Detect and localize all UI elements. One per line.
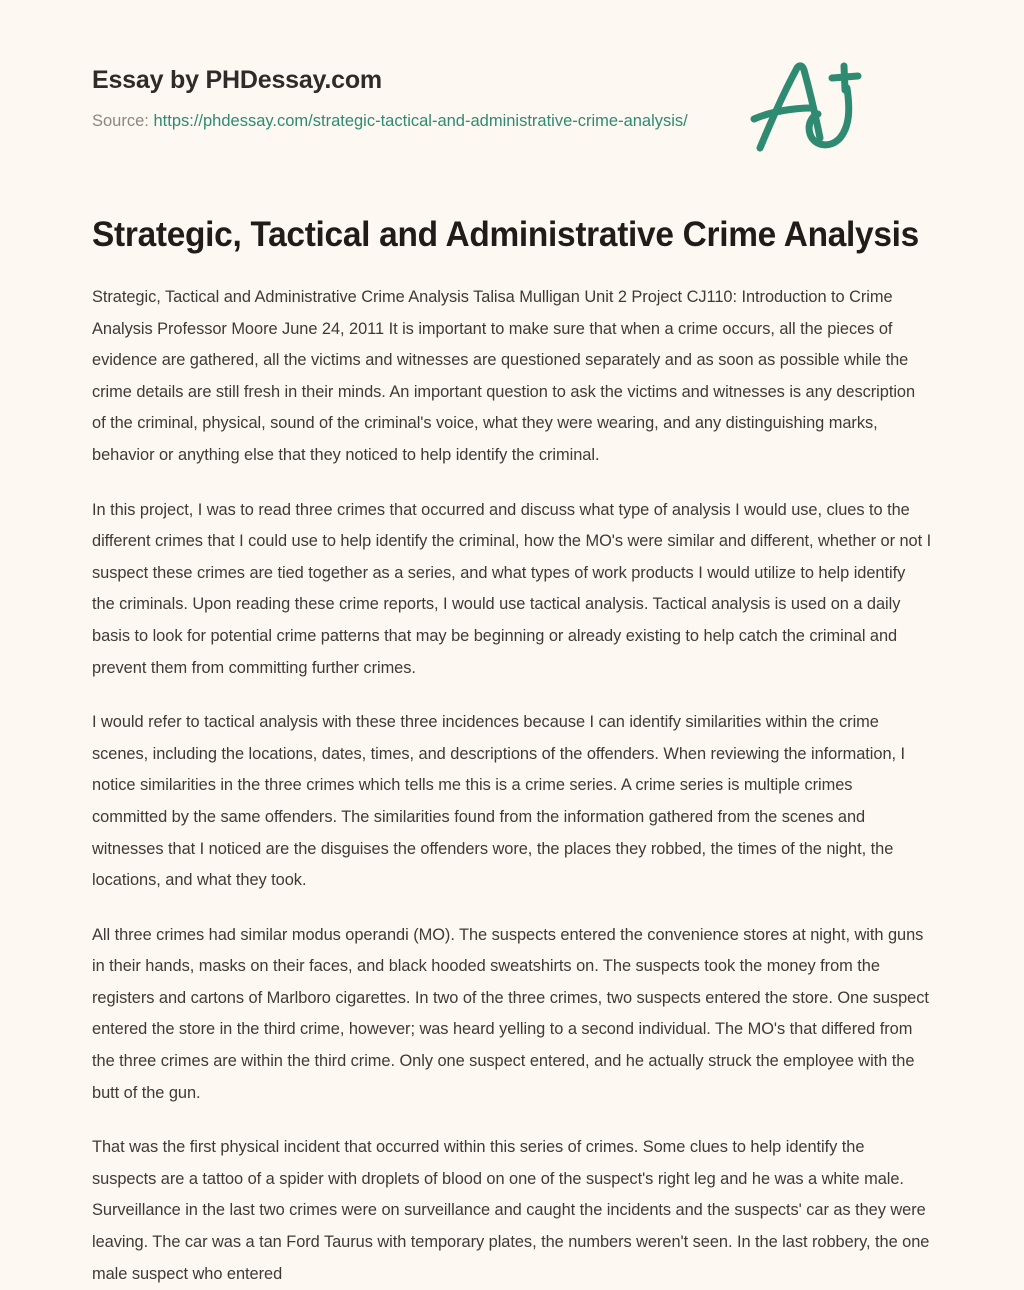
source-url-link[interactable]: https://phdessay.com/strategic-tactical-and-administrative-crime-analysis/ — [153, 111, 688, 130]
paragraph: I would refer to tactical analysis with these three incidences because I can identify similarities within the crime scenes, including the locations, dates, times, and descriptions of the offenders. When reviewing the information, I notice similarities in the three crimes which tells me this is a crime series. A crime series is multiple crimes committed by the same offenders. The similarities found from the information gathered from the scenes and witnesses that I noticed are the disguises the offenders wore, the places they robbed, the times of the night, the locations, and what they took. — [92, 713, 906, 890]
page-header — [92, 0, 932, 130]
brand-title: Essay by PHDessay.com — [92, 66, 382, 94]
source-label: Source: — [92, 111, 149, 130]
article-body — [92, 256, 932, 1290]
page-title: Strategic, Tactical and Administrative Crime Analysis — [92, 215, 919, 254]
paragraph: That was the first physical incident that occurred within this series of crimes. Some clues to help identify the suspects are a tattoo of a spider with droplets of blood on one of the suspect's right leg and he was a white male. Surveillance in the last two crimes were on surveillance and caught the incidents and the suspects' car as they were leaving. The car was a tan Ford Taurus with temporary plates, the numbers weren't seen. In the last robbery, the one male suspect who entered — [92, 1138, 930, 1283]
paragraph: In this project, I was to read three crimes that occurred and discuss what type of analysis I would use, clues to the different crimes that I could use to help identify the criminal, how the MO's were similar and different, whether or not I suspect these crimes are tied together as a series, and what types of work products I would utilize to help identify the criminals. Upon reading these crime reports, I would use tactical analysis. Tactical analysis is used on a daily basis to look for potential crime patterns that may be beginning or already existing to help catch the criminal and prevent them from committing further crimes. — [92, 500, 932, 677]
paragraph: Strategic, Tactical and Administrative Crime Analysis Talisa Mulligan Unit 2 Project CJ110: Introduction to Crime Analysis Professor Moore June 24, 2011 It is important to make sure that when a crime occurs, all the pieces of evidence are gathered, all the victims and witnesses are questioned separately and as soon as possible while the crime details are still fresh in their minds. An important question to ask the victims and witnesses is any description of the criminal, physical, sound of the criminal's voice, what they were wearing, and any distinguishing marks, behavior or anything else that they noticed to help identify the criminal. — [92, 288, 916, 464]
paragraph: All three crimes had similar modus operandi (MO). The suspects entered the convenience stores at night, with guns in their hands, masks on their faces, and black hooded sweatshirts on. The suspects took the money from the registers and cartons of Marlboro cigarettes. In two of the three crimes, two suspects entered the store. One suspect entered the store in the third crime, however; was heard yelling to a second individual. The MO's that differed from the three crimes are within the third crime. Only one suspect entered, and he actually struck the employee with the butt of the gun. — [92, 925, 929, 1102]
